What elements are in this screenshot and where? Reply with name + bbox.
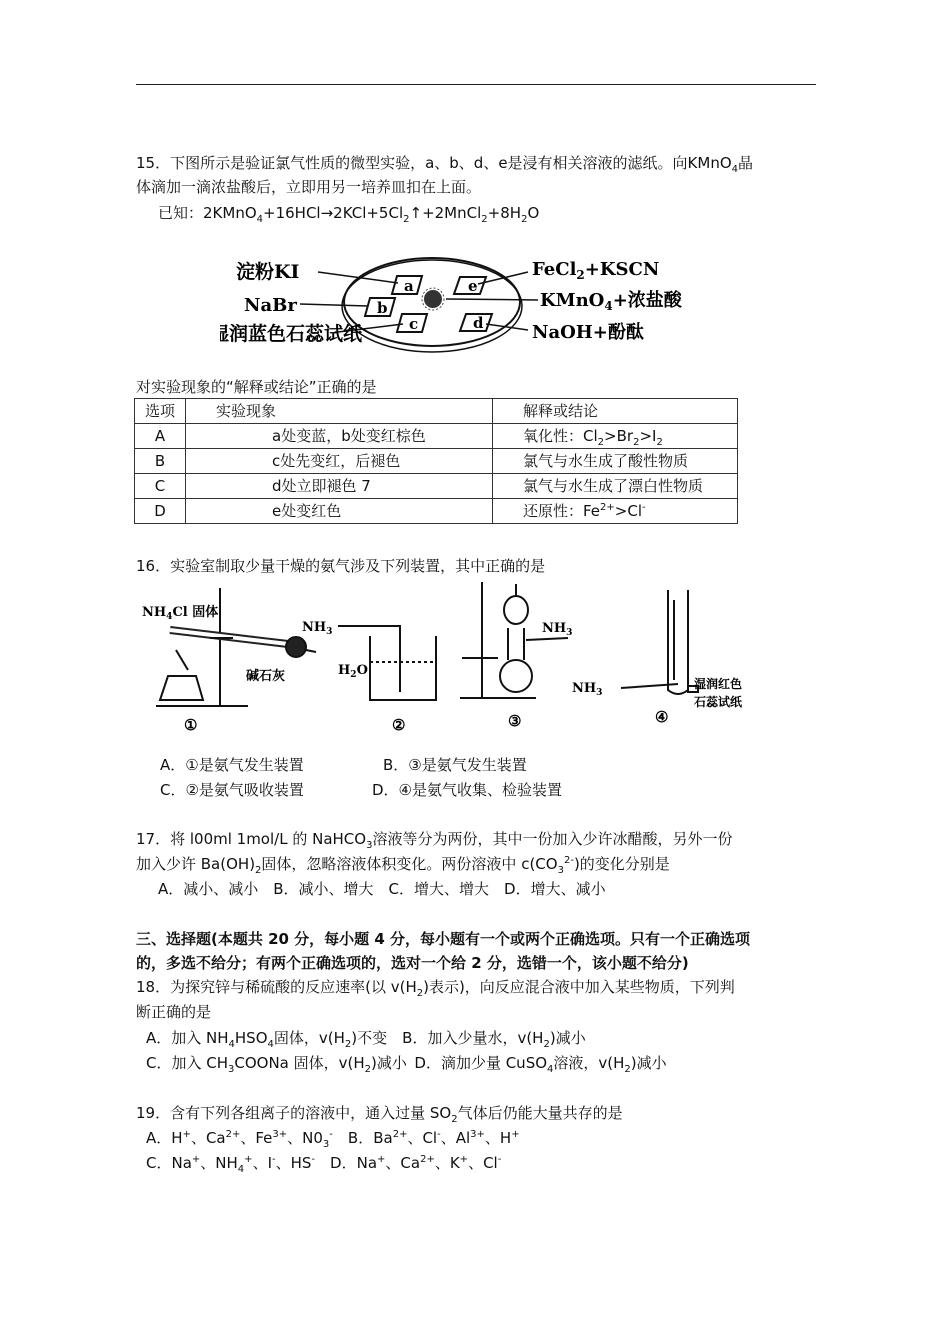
label-nabr: NaBr: [244, 295, 297, 316]
q18-line1: 18．为探究锌与稀硫酸的反应速率(以 $v(H_2)$表示)，向反应混合液中加入某些物质，下列判: [136, 978, 735, 999]
table-header-row: [135, 399, 738, 424]
q17-line2: 加入少许 $Ba(OH)_2$固体，忽略溶液体积变化。两份溶液中 $c(CO_3^{2-})$的变化分别是: [136, 855, 670, 876]
label-wet-red: 湿润红色: [694, 677, 743, 691]
label-apparatus-1: ①: [184, 716, 198, 734]
label-nh3-4: $NH_3$: [572, 681, 603, 698]
label-c: c: [409, 315, 419, 333]
label-h2o: $H_2O$: [338, 663, 368, 680]
q17-line1: 17．将 l00ml 1mol/L 的 NaHCO$_3$溶液等分为两份，其中一份加入少许冰醋酸，另外一份: [136, 830, 733, 851]
label-apparatus-2: ②: [392, 716, 406, 734]
q15-table: [134, 398, 738, 524]
table-row: A a处变蓝，b处变红棕色 氧化性：$Cl_2>Br_2>I_2$: [135, 424, 738, 449]
q18-options-ab: A．加入 $NH_4HSO_4$固体，$v(H_2)$不变 B．加入少量水，$v(H_2)$减小: [146, 1029, 586, 1050]
label-a: a: [404, 277, 414, 295]
label-nh3-3: $NH_3$: [542, 621, 573, 638]
label-litmus-paper: 石蕊试纸: [694, 695, 743, 709]
label-kmno4-hcl: KMnO$_4$+浓盐酸: [540, 290, 682, 313]
q16-option-b: B．③是氨气发生装置: [383, 756, 527, 774]
label-wet-blue-litmus: 湿润蓝色石蕊试纸: [220, 323, 363, 345]
q17-options: A．减小、减小 B．减小、增大 C．增大、增大 D．增大、减小: [158, 880, 606, 898]
q16-option-c: C．②是氨气吸收装置: [160, 781, 304, 799]
table-row: D e处变红色 还原性：$Fe^{2+}>Cl^-$: [135, 499, 738, 524]
label-soda-lime: 碱石灰: [246, 669, 286, 684]
q15-line1: 15．下图所示是验证氯气性质的微型实验，a、b、d、e是浸有相关溶液的滤纸。向KMnO$_4$晶: [136, 154, 754, 175]
table-header: 选项: [135, 399, 186, 424]
label-naoh-phenolphthalein: NaOH+酚酞: [532, 322, 644, 343]
q16-option-a: A．①是氨气发生装置: [160, 756, 304, 774]
label-fecl2-kscn: FeCl$_2$+KSCN: [532, 259, 660, 282]
table-header: 实验现象: [186, 399, 493, 424]
q16-stem: 16．实验室制取少量干燥的氨气涉及下列装置，其中正确的是: [136, 557, 546, 575]
label-apparatus-4: ④: [655, 708, 669, 726]
section3-title-line1: 三、选择题(本题共 20 分，每小题 4 分，每小题有一个或两个正确选项。只有一个正确选项: [136, 930, 751, 948]
petri-dish-figure: [220, 250, 710, 379]
label-b: b: [377, 299, 388, 317]
q15-question: 对实验现象的“解释或结论”正确的是: [136, 378, 377, 396]
q19-options-ab: A．H+、$Ca^{2+}$、$Fe^{3+}$、$N0_3^-$ B．$Ba^{2+}$、Cl-、$Al^{3+}$、H+: [146, 1129, 520, 1150]
q19-stem: 19．含有下列各组离子的溶液中，通入过量 $SO_2$气体后仍能大量共存的是: [136, 1104, 623, 1125]
q15-line2: 体滴加一滴浓盐酸后，立即用另一培养皿扣在上面。: [136, 178, 482, 196]
q16-option-d: D．④是氨气收集、检验装置: [372, 781, 562, 799]
label-apparatus-3: ③: [508, 712, 522, 730]
ammonia-apparatus-figure: [138, 580, 758, 739]
label-d: d: [473, 314, 484, 332]
table-row: C d处立即褪色 7 氯气与水生成了漂白性物质: [135, 474, 738, 499]
q15-known-equation: 已知：$2KMnO_4+16HCl\to 2KCl+5Cl_2↑+2MnCl_2+8H_2O$: [158, 204, 540, 225]
label-starch-ki: 淀粉KI: [236, 261, 300, 283]
label-nh4cl: $NH_4Cl$ 固体: [142, 605, 219, 622]
q18-options-cd: C．加入 $CH_3COONa$ 固体，$v(H_2)$减小 D．滴加少量 CuSO$_4$溶液，$v(H_2)$减小: [146, 1054, 667, 1075]
q19-options-cd: C．Na+、$NH_4^+$、I-、HS- D．Na+、$Ca^{2+}$、K+、Cl-: [146, 1154, 502, 1175]
section3-title-line2: 的，多选不给分；有两个正确选项的，选对一个给 2 分，选错一个，该小题不给分): [136, 954, 689, 972]
table-header: 解释或结论: [493, 399, 738, 424]
q18-line2: 断正确的是: [136, 1003, 212, 1021]
label-nh3-2: $NH_3$: [302, 620, 333, 637]
label-e: e: [468, 277, 478, 295]
table-row: B c处先变红，后褪色 氯气与水生成了酸性物质: [135, 449, 738, 474]
header-rule: [136, 84, 816, 85]
